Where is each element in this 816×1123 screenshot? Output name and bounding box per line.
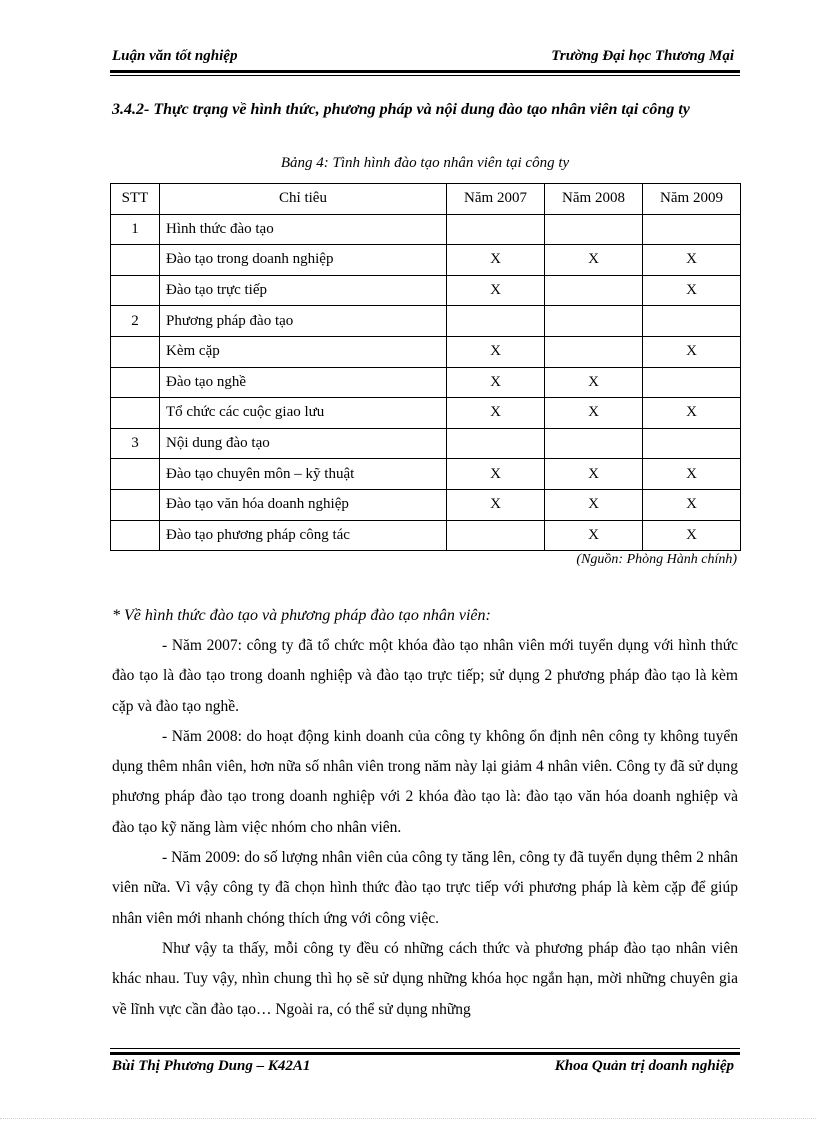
- cell-2007: [447, 306, 545, 337]
- cell-2009: [643, 306, 741, 337]
- cell-criteria: Đào tạo chuyên môn – kỹ thuật: [160, 459, 447, 490]
- table-row: [111, 245, 741, 276]
- cell-2009: X: [643, 336, 741, 367]
- page-footer: [110, 1058, 740, 1080]
- cell-2007: X: [447, 336, 545, 367]
- page-edge-line: [0, 1118, 816, 1119]
- cell-stt: [111, 489, 160, 520]
- table-row: [111, 489, 741, 520]
- table-row: [111, 428, 741, 459]
- col-header-criteria: Chỉ tiêu: [160, 184, 447, 215]
- cell-2009: [643, 214, 741, 245]
- cell-criteria: Đào tạo văn hóa doanh nghiệp: [160, 489, 447, 520]
- cell-2009: X: [643, 398, 741, 429]
- cell-criteria: Đào tạo trực tiếp: [160, 275, 447, 306]
- body-text: [112, 631, 738, 1025]
- header-rule-thick: [110, 70, 740, 73]
- footer-faculty: Khoa Quản trị doanh nghiệp: [554, 1058, 734, 1074]
- cell-2008: X: [545, 489, 643, 520]
- table-header-row: [111, 184, 741, 215]
- cell-2008: [545, 275, 643, 306]
- cell-2008: X: [545, 367, 643, 398]
- footer-author: Bùi Thị Phương Dung – K42A1: [112, 1058, 311, 1074]
- cell-stt: [111, 459, 160, 490]
- cell-2008: X: [545, 398, 643, 429]
- cell-criteria: Đào tạo trong doanh nghiệp: [160, 245, 447, 276]
- cell-2008: [545, 214, 643, 245]
- cell-stt: 2: [111, 306, 160, 337]
- cell-stt: [111, 367, 160, 398]
- col-header-stt: STT: [111, 184, 160, 215]
- table-row: [111, 398, 741, 429]
- cell-2008: X: [545, 520, 643, 551]
- cell-criteria: Tổ chức các cuộc giao lưu: [160, 398, 447, 429]
- cell-2008: X: [545, 459, 643, 490]
- table-row: [111, 520, 741, 551]
- cell-criteria: Đào tạo phương pháp công tác: [160, 520, 447, 551]
- table-source: (Nguồn: Phòng Hành chính): [576, 552, 737, 567]
- cell-2007: [447, 214, 545, 245]
- paragraph-2009: - Năm 2009: do số lượng nhân viên của công ty tăng lên, công ty đã tuyển dụng thêm 2 nhân viên nữa. Vì vậy công ty đã chọn hình thức đào tạo trực tiếp với phương pháp là kèm cặp để giúp nhân viên mới nhanh chóng thích ứng với công việc.: [112, 849, 738, 927]
- table-row: [111, 214, 741, 245]
- cell-stt: [111, 336, 160, 367]
- cell-2009: X: [643, 245, 741, 276]
- header-thesis-label: Luận văn tốt nghiệp: [112, 48, 238, 64]
- cell-2008: [545, 306, 643, 337]
- cell-stt: [111, 520, 160, 551]
- table-row: [111, 306, 741, 337]
- cell-criteria: Kèm cặp: [160, 336, 447, 367]
- cell-stt: 3: [111, 428, 160, 459]
- table-row: [111, 367, 741, 398]
- col-header-2007: Năm 2007: [447, 184, 545, 215]
- paragraph-2008: - Năm 2008: do hoạt động kinh doanh của công ty không ổn định nên công ty không tuyển dụng thêm nhân viên, hơn nữa số nhân viên trong năm này lại giảm 4 nhân viên. Công ty đã sử dụng phương pháp đào tạo trong doanh nghiệp với 2 khóa đào tạo là: đào tạo văn hóa doanh nghiệp và đào tạo kỹ năng làm việc nhóm cho nhân viên.: [112, 727, 738, 836]
- cell-2007: X: [447, 489, 545, 520]
- cell-criteria: Phương pháp đào tạo: [160, 306, 447, 337]
- cell-2008: X: [545, 245, 643, 276]
- table-row: [111, 336, 741, 367]
- table-caption: Bảng 4: Tình hình đào tạo nhân viên tại công ty: [280, 155, 570, 171]
- cell-2007: X: [447, 245, 545, 276]
- cell-2008: [545, 428, 643, 459]
- subheading: * Về hình thức đào tạo và phương pháp đào tạo nhân viên:: [112, 607, 491, 624]
- paragraph-2007: - Năm 2007: công ty đã tổ chức một khóa đào tạo nhân viên mới tuyển dụng với hình thức đào tạo là đào tạo trong doanh nghiệp và đào tạo trực tiếp; sử dụng 2 phương pháp đào tạo là kèm cặp và đào tạo nghề.: [112, 637, 738, 715]
- cell-criteria: Hình thức đào tạo: [160, 214, 447, 245]
- cell-criteria: Nội dung đào tạo: [160, 428, 447, 459]
- paragraph-summary: Như vậy ta thấy, mỗi công ty đều có những cách thức và phương pháp đào tạo nhân viên khác nhau. Tuy vậy, nhìn chung thì họ sẽ sử dụng những khóa học ngắn hạn, mời những chuyên gia về lĩnh vực cần đào tạo… Ngoài ra, có thể sử dụng những: [112, 939, 738, 1018]
- table-body: [111, 214, 741, 551]
- cell-2009: X: [643, 520, 741, 551]
- cell-2007: [447, 428, 545, 459]
- col-header-2008: Năm 2008: [545, 184, 643, 215]
- footer-rule-thick: [110, 1052, 740, 1055]
- header-rule-thin: [110, 75, 740, 76]
- cell-2009: [643, 367, 741, 398]
- footer-rule-thin: [110, 1048, 740, 1049]
- cell-2007: X: [447, 459, 545, 490]
- cell-stt: [111, 398, 160, 429]
- col-header-2009: Năm 2009: [643, 184, 741, 215]
- cell-2007: X: [447, 367, 545, 398]
- cell-2009: X: [643, 275, 741, 306]
- table-row: [111, 459, 741, 490]
- section-title: 3.4.2- Thực trạng về hình thức, phương pháp và nội dung đào tạo nhân viên tại công ty: [112, 101, 690, 118]
- cell-stt: [111, 275, 160, 306]
- cell-criteria: Đào tạo nghề: [160, 367, 447, 398]
- page-header: [110, 46, 740, 68]
- cell-2009: X: [643, 459, 741, 490]
- cell-2007: [447, 520, 545, 551]
- cell-2007: X: [447, 275, 545, 306]
- cell-stt: 1: [111, 214, 160, 245]
- table-row: [111, 275, 741, 306]
- cell-stt: [111, 245, 160, 276]
- cell-2007: X: [447, 398, 545, 429]
- training-table: [110, 183, 741, 551]
- cell-2009: [643, 428, 741, 459]
- cell-2008: [545, 336, 643, 367]
- cell-2009: X: [643, 489, 741, 520]
- header-university: Trường Đại học Thương Mại: [551, 48, 734, 64]
